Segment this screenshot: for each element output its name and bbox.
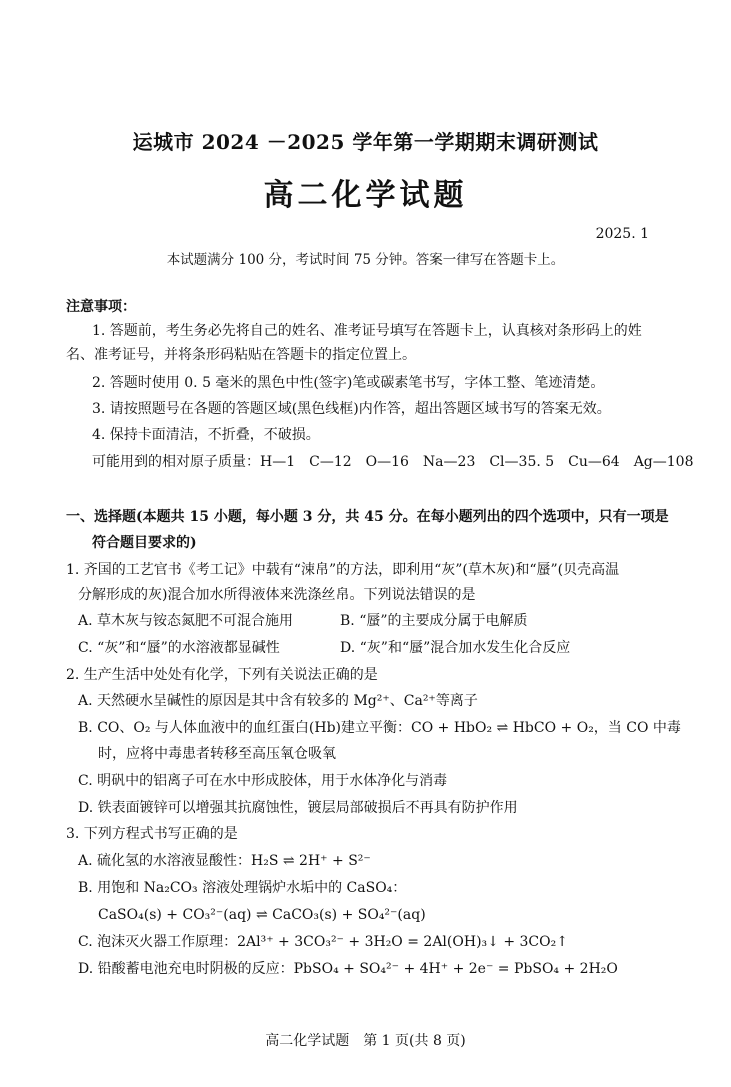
section-heading-cont: 符合题目要求的) — [92, 535, 197, 551]
q3-option-b: B. 用饱和 Na₂CO₃ 溶液处理锅炉水垢中的 CaSO₄： — [78, 880, 407, 896]
notice-item-1-cont: 名、准考证号，并将条形码粘贴在答题卡的指定位置上。 — [66, 347, 416, 363]
q1-stem: 1. 齐国的工艺官书《考工记》中载有“涑帛”的方法，即利用“灰”(草木灰)和“蜃”(贝壳高温 — [66, 562, 620, 578]
exam-intro: 本试题满分 100 分，考试时间 75 分钟。答案一律写在答题卡上。 — [166, 252, 565, 268]
notice-item-2: 2. 答题时使用 0. 5 毫米的黑色中性(签字)笔或碳素笔书写，字体工整、笔迹清楚。 — [92, 375, 605, 391]
q3-option-a: A. 硫化氢的水溶液显酸性：H₂S ⇌ 2H⁺ + S²⁻ — [78, 853, 371, 869]
q2-option-b-cont: 时，应将中毒患者转移至高压氧仓吸氧 — [98, 746, 336, 762]
q2-option-a: A. 天然硬水呈碱性的原因是其中含有较多的 Mg²⁺、Ca²⁺等离子 — [78, 693, 478, 709]
exam-title: 运城市 2024 －2025 学年第一学期期末调研测试 — [132, 130, 599, 154]
q1-option-d: D. “灰”和“蜃”混合加水发生化合反应 — [340, 640, 571, 656]
notice-heading: 注意事项： — [66, 299, 136, 315]
page-footer: 高二化学试题 第 1 页(共 8 页) — [265, 1033, 466, 1049]
section-heading: 一、选择题(本题共 15 小题，每小题 3 分，共 45 分。在每小题列出的四个选项中，只有一项是 — [66, 509, 669, 525]
exam-date: 2025. 1 — [595, 226, 649, 242]
notice-item-1: 1. 答题前，考生务必先将自己的姓名、准考证号填写在答题卡上，认真核对条形码上的姓 — [92, 323, 642, 339]
q3-option-b-equation: CaSO₄(s) + CO₃²⁻(aq) ⇌ CaCO₃(s) + SO₄²⁻(aq) — [98, 907, 426, 923]
notice-item-4: 4. 保持卡面清洁，不折叠，不破损。 — [92, 427, 320, 443]
q1-option-b: B. “蜃”的主要成分属于电解质 — [340, 613, 528, 629]
q1-option-c: C. “灰”和“蜃”的水溶液都显碱性 — [78, 640, 280, 656]
q1-stem-cont: 分解形成的灰)混合加水所得液体来洗涤丝帛。下列说法错误的是 — [78, 587, 476, 603]
q3-stem: 3. 下列方程式书写正确的是 — [66, 826, 238, 842]
q2-option-c: C. 明矾中的铝离子可在水中形成胶体，用于水体净化与消毒 — [78, 773, 448, 789]
subject-title: 高二化学试题 — [263, 178, 468, 213]
q2-stem: 2. 生产生活中处处有化学，下列有关说法正确的是 — [66, 667, 378, 683]
atomic-masses: 可能用到的相对原子质量：H—1 C—12 O—16 Na—23 Cl—35. 5 Cu—64 Ag—108 — [92, 454, 694, 470]
q1-option-a: A. 草木灰与铵态氮肥不可混合施用 — [78, 613, 294, 629]
q2-option-d: D. 铁表面镀锌可以增强其抗腐蚀性，镀层局部破损后不再具有防护作用 — [78, 800, 518, 816]
q3-option-d: D. 铅酸蓄电池充电时阴极的反应：PbSO₄ + SO₄²⁻ + 4H⁺ + 2e⁻ = PbSO₄ + 2H₂O — [78, 961, 618, 977]
q3-option-c: C. 泡沫灭火器工作原理：2Al³⁺ + 3CO₃²⁻ + 3H₂O = 2Al(OH)₃↓ + 3CO₂↑ — [78, 934, 568, 950]
notice-item-3: 3. 请按照题号在各题的答题区域(黑色线框)内作答，超出答题区域书写的答案无效。 — [92, 401, 611, 417]
q2-option-b: B. CO、O₂ 与人体血液中的血红蛋白(Hb)建立平衡：CO + HbO₂ ⇌ HbCO + O₂，当 CO 中毒 — [78, 720, 681, 736]
